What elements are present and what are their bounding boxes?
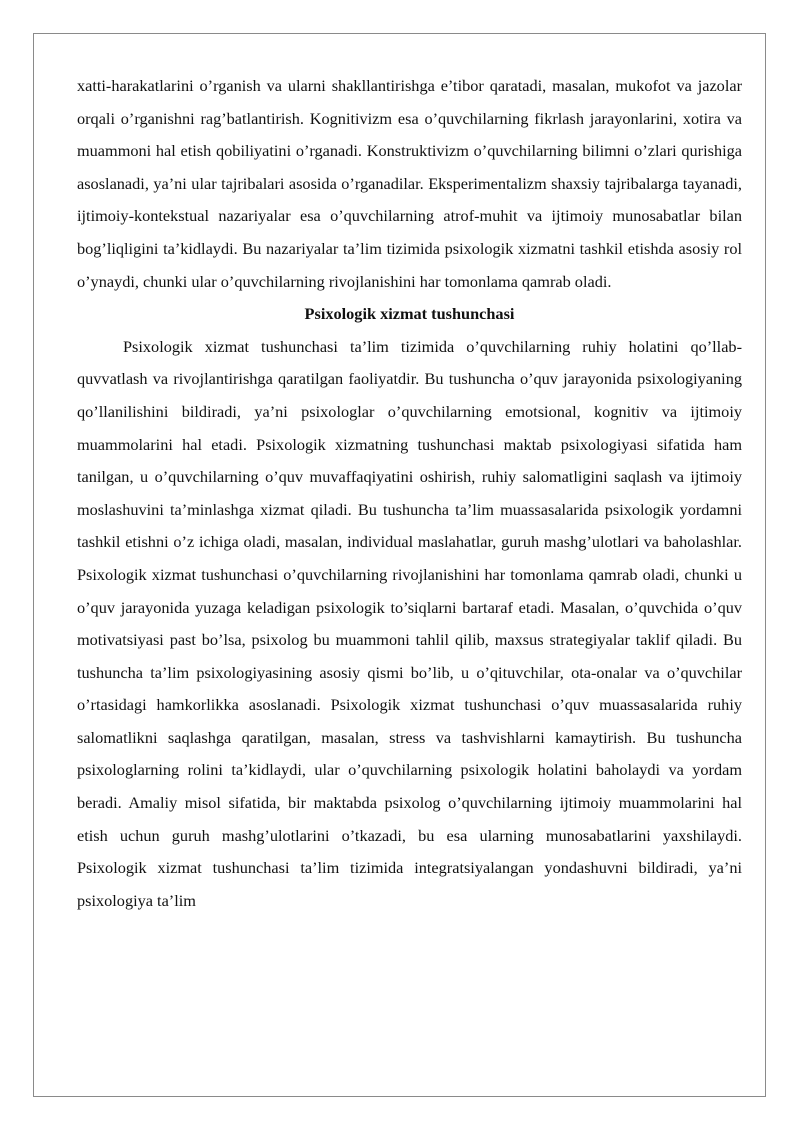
document-body [77,70,742,917]
body-paragraph-2: Psixologik xizmat tushunchasi ta’lim tizimida o’quvchilarning ruhiy holatini qo’llab-quvvatlash va rivojlantirishga qaratilgan faoliyatdir. Bu tushuncha o’quv jarayonida psixologiyaning qo’llanilishini bildiradi, ya’ni psixologlar o’quvchilarning emotsional, kognitiv va ijtimoiy muammolarini hal etadi. Psixologik xizmatning tushunchasi maktab psixologiyasi sifatida ham tanilgan, u o’quvchilarning o’quv muvaffaqiyatini oshirish, ruhiy salomatligini saqlash va ijtimoiy moslashuvini ta’minlashga xizmat qiladi. Bu tushuncha ta’lim muassasalarida psixologik yordamni tashkil etishni o’z ichiga oladi, masalan, individual maslahatlar, guruh mashg’ulotlari va baholashlar. Psixologik xizmat tushunchasi o’quvchilarning rivojlanishini har tomonlama qamrab oladi, chunki u o’quv jarayonida yuzaga keladigan psixologik to’siqlarni bartaraf etadi. Masalan, o’quvchida o’quv motivatsiyasi past bo’lsa, psixolog bu muammoni tahlil qilib, maxsus strategiyalar taklif qiladi. Bu tushuncha ta’lim psixologiyasining asosiy qismi bo’lib, u o’qituvchilar, ota-onalar va o’quvchilar o’rtasidagi hamkorlikka asoslanadi. Psixologik xizmat tushunchasi o’quv muassasalarida ruhiy salomatlikni saqlashga qaratilgan, masalan, stress va tashvishlarni kamaytirish. Bu tushuncha psixologlarning rolini ta’kidlaydi, ular o’quvchilarning psixologik holatini baholaydi va yordam beradi. Amaliy misol sifatida, bir maktabda psixolog o’quvchilarning ijtimoiy muammolarini hal etish uchun guruh mashg’ulotlarini o’tkazadi, bu esa ularning munosabatlarini yaxshilaydi. Psixologik xizmat tushunchasi ta’lim tizimida integratsiyalangan yondashuvni bildiradi, ya’ni psixologiya ta’lim [77,336,742,910]
section-heading: Psixologik xizmat tushunchasi [304,304,515,324]
body-paragraph-1: xatti-harakatlarini o’rganish va ularni shakllantirishga e’tibor qaratadi, masalan, mukofot va jazolar orqali o’rganishni rag’batlantirish. Kognitivizm esa o’quvchilarning fikrlash jarayonlarini, xotira va muammoni hal etish qobiliyatini o’rganadi. Konstruktivizm o’quvchilarning bilimni o’zlari qurishiga asoslanadi, ya’ni ular tajribalari asosida o’rganadilar. Eksperimentalizm shaxsiy tajribalarga tayanadi, ijtimoiy-kontekstual nazariyalar esa o’quvchilarning atrof-muhit va ijtimoiy munosabatlar bilan bog’liqligini ta’kidlaydi. Bu nazariyalar ta’lim tizimida psixologik xizmatni tashkil etishda asosiy rol o’ynaydi, chunki ular o’quvchilarning rivojlanishini har tomonlama qamrab oladi. [77,76,742,291]
